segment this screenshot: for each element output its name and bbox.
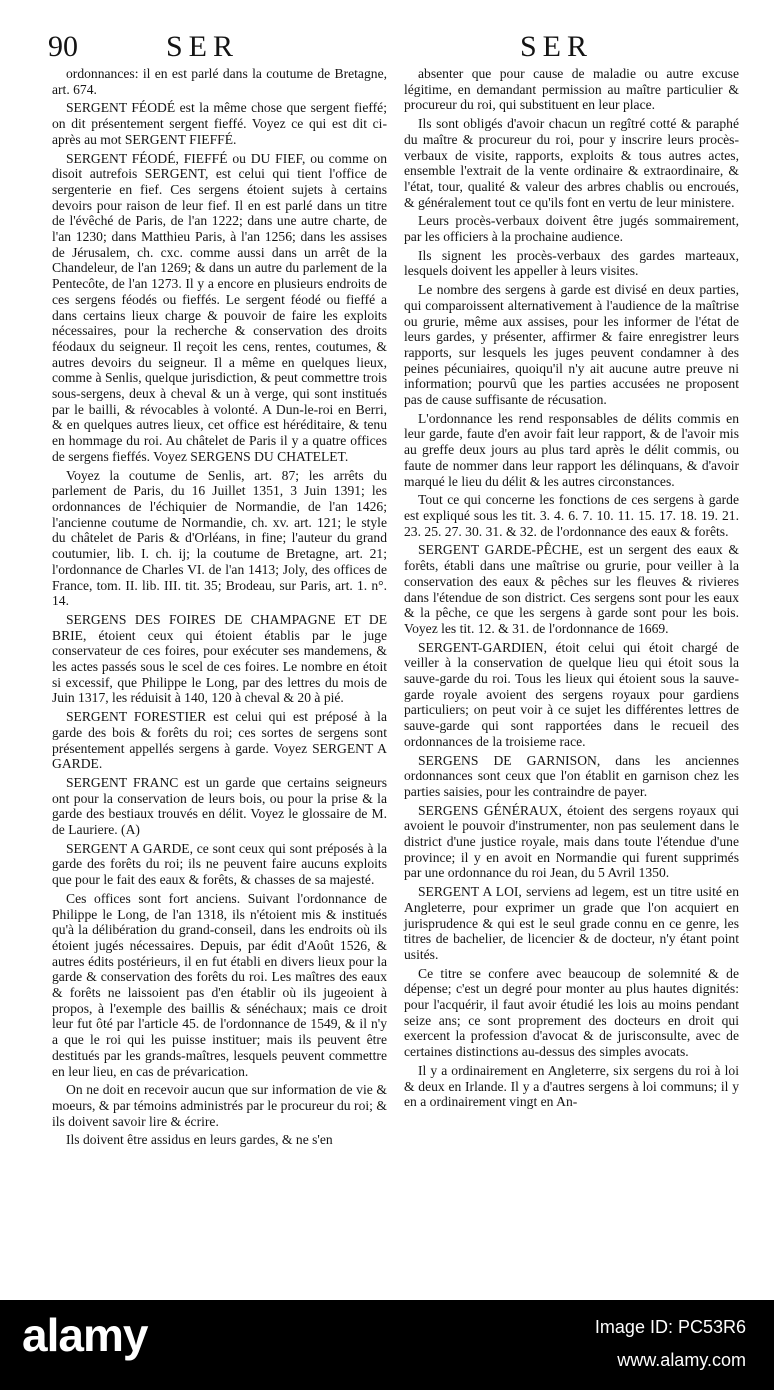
left-paragraph: Ils doivent être assidus en leurs gardes, & ne s'en (66, 1132, 333, 1148)
right-paragraph: Il y a ordinairement en Angleterre, six sergens du roi à loi & deux en Irlande. Il y a d'autres sergens à loi communs; il y en a ordinairement vingt en An- (404, 1062, 739, 1110)
left-paragraph: SERGENT FÉODÉ est la même chose que sergent fieffé; on dit présentement sergent fieffé. Voyez ce qui est dit ci-après au mot SERGENT FIEFFÉ. (52, 100, 387, 147)
left-paragraph: SERGENT FÉODÉ, FIEFFÉ ou DU FIEF, ou comme on disoit autrefois SERGENT, est celui qui tient l'office de sergenterie en fief. Ces sergens étoient sujets à certains devoirs pour raison de leur fief. Il en est parlé dans un titre de l'évêché de Paris, de l'an 1222; dans une autre charte, de l'an 1230; dans Matthieu Paris, à l'an 1256; dans les assises de Jérusalem, ch. cxc. comme aussi dans un arrêt de la Chandeleur, de l'an 1269; & dans un autre du parlement de la Pentecôte, de l'an 1273. Il y a encore en plusieurs endroits de ces sergens féodés ou fieffés. Le sergent féodé ou fieffé a dans certains lieux charge & pouvoir de faire les exploits nécessaires, pour la recherche & conservation des droits féodaux du seigneur. Il reçoit les cens, rentes, coutumes, & autres devoirs du seigneur. Il a même en quelques lieux, comme à Senlis, quelque jurisdiction, & peut commettre trois sous-sergens, deux à cheval & un à verge, qui sont institués par le bailli, & révocables à volonté. A Dun-le-roi en Berri, & en quelques autres lieux, cet office est héréditaire, & tenu en hommage du roi. Au châtelet de Paris il y a quatre offices de sergens fieffés. Voyez SERGENS DU CHATELET. (52, 150, 387, 464)
left-paragraph: SERGENT FRANC est un garde que certains seigneurs ont pour la conservation de leurs bois, ou pour la prise & la garde des bestiaux trouvés en délit. Voyez le glossaire de M. de Lauriere. (A) (52, 774, 387, 838)
left-paragraph: Voyez la coutume de Senlis, art. 87; les arrêts du parlement de Paris, du 16 Juillet 1351, 3 Juin 1391; les ordonnances de l'échiquier de Normandie, de l'an 1426; l'ancienne coutume de Normandie, ch. xv. art. 121; le style du châtelet de Paris & d'Orléans, in fine; l'auteur du grand coutumier, lib. I. ch. ij; la coutume de Bretagne, art. 21; l'ordonnance de Charles VI. de l'an 1413; Joly, des offices de France, tom. II. lib. III. tit. 35; Brodeau, sur Paris, art. 1. n°. 14. (52, 467, 387, 609)
right-paragraph: SERGENT GARDE-PÊCHE, est un sergent des eaux & forêts, établi dans une maîtrise ou grurie, pour veiller à la conservation des eaux & pêches sur les fleuves & rivieres dans l'étendue de son district. Ces sergens sont pour les eaux & la pêche, ce que les sergens à garde sont pour les bois. Voyez les tit. 12. & 31. de l'ordonnance de 1669. (404, 542, 739, 636)
right-paragraph: L'ordonnance les rend responsables de délits commis en leur garde, faute d'en avoir fait leur rapport, & de l'avoir mis au greffe deux jours au plus tard après le délit commis, ou faute de nommer dans leur rapport les délinquans, & d'avoir marqué le lieu du délit & les autres circonstances. (404, 410, 739, 489)
left-text-column (52, 66, 387, 1151)
right-paragraph: SERGENT-GARDIEN, étoit celui qui étoit chargé de veiller à la conservation de quelque lieu qui étoit sous la sauve-garde du roi. Tous les lieux qui étoient sous la sauve-garde royale avoient des sergens royaux pour gardiens particuliers; on peut voir à ce sujet les différentes lettres de sauve-garde qui sont rapportées dans le recueil des ordonnances de la troisieme race. (404, 639, 739, 749)
left-paragraph: Ces offices sont fort anciens. Suivant l'ordonnance de Philippe le Long, de l'an 1318, ils n'étoient mis & institués qu'à la délibération du grand-conseil, dans les endroits où ils étoient jugés nécessaires. Depuis, par édit d'Août 1526, & autres édits postérieurs, il en fut établi en divers lieux pour la garde & conservation des forêts du roi. Les maîtres des eaux & forêts ne laissoient pas d'en établir où ils jugeoient à propos, à l'exemple des baillis & sénéchaux; mais ce droit leur fut ôté par l'article 45. de l'ordonnance de 1549, & il n'y a que le roi qui les puisse instituer; mais ils peuvent être destitués par les grands-maîtres, lesquels peuvent commettre en leur lieu, en cas de prévarication. (52, 890, 387, 1079)
right-paragraph: SERGENS DE GARNISON, dans les anciennes ordonnances sont ceux que l'on établit en garnison chez les parties saisies, pour les contraindre de payer. (404, 752, 739, 799)
left-paragraph: SERGENS DES FOIRES DE CHAMPAGNE ET DE BRIE, étoient ceux qui étoient établis par le juge conservateur de ces foires, pour exécuter ses mandemens, & les actes passés sous le scel de ces foires. Le nombre en étoit si excessif, que Philippe le Long, par des lettres du mois de Juin 1317, les réduisit à 140, 120 à cheval & 20 à pié. (52, 611, 387, 706)
right-paragraph: Le nombre des sergens à garde est divisé en deux parties, qui comparoissent alternativement à l'audience de la maîtrise ou grurie, même aux assises, pour les informer de l'état de leurs gardes, y présenter, affirmer & faire enregistrer leurs rapports, sur lesquels les juges peuvent condamner à des peines pécuniaires, quoiqu'il n'y ait aucune autre preuve ni information; pourvû que les parties accusées ne proposent pas de cause suffisante de récusation. (404, 282, 739, 408)
right-text-column (404, 66, 739, 1113)
left-paragraph: On ne doit en recevoir aucun que sur information de vie & moeurs, & par témoins administrés par le procureur du roi; & ils doivent savoir lire & écrire. (52, 1082, 387, 1129)
site-url: www.alamy.com (617, 1350, 746, 1370)
left-paragraph: SERGENT A GARDE, ce sont ceux qui sont préposés à la garde des forêts du roi; ils ne peuvent faire aucuns exploits que pour le fait des eaux & forêts, & chasses de sa majesté. (52, 840, 387, 888)
right-paragraph: Ce titre se confere avec beaucoup de solemnité & de dépense; c'est un degré pour monter au plus hautes dignités: pour l'acquérir, il faut avoir étudié les lois au moins pendant seize ans; ce sont proprement des docteurs en droit qui exercent la profession d'avocat & de jurisconsulte, avec de certaines distinctions au-dessus des simples avocats. (404, 965, 739, 1060)
page-header (0, 28, 774, 68)
right-paragraph: Ils sont obligés d'avoir chacun un regîtré cotté & paraphé du maître & procureur du roi, pour y inscrire leurs procès-verbaux de visite, rapports, exploits & tous autres actes, ensemble l'extrait de la vente ordinaire & extraordinaire, & l'état, tour, qualité & valeur des arbres chablis ou encroués, & généralement tout ce qu'ils font en vertu de leur ministere. (404, 116, 739, 210)
page-number: 90 (48, 30, 78, 63)
right-paragraph: Leurs procès-verbaux doivent être jugés sommairement, par les officiers à la prochaine audience. (404, 213, 739, 245)
image-id-label: Image ID: PC53R6 (594, 1317, 746, 1337)
right-running-head: SER (520, 30, 594, 63)
brand-logo (22, 1308, 147, 1362)
left-paragraph: ordonnances: il en est parlé dans la coutume de Bretagne, art. 674. (52, 66, 387, 97)
brand-name: alamy (22, 1309, 148, 1361)
right-paragraph: Ils signent les procès-verbaux des gardes marteaux, lesquels doivent les appeller à leurs visites. (404, 247, 739, 279)
left-running-head: SER (166, 30, 240, 63)
right-paragraph: SERGENT A LOI, serviens ad legem, est un titre usité en Angleterre, pour exprimer un grade que l'on acquiert en jurisprudence & qui est le seul grade connu en ce genre, les titres de bachelier, de licencier & de docteur, n'y étant point usités. (404, 884, 739, 962)
right-paragraph: SERGENS GÉNÉRAUX, étoient des sergens royaux qui avoient le pouvoir d'instrumenter, non pas seulement dans le district d'une justice royale, mais dans toute l'étendue d'une province; il y en avoit en Normandie qui furent supprimés par une ordonnance du roi Jean, du 5 Avril 1350. (404, 802, 739, 881)
right-paragraph: absenter que pour cause de maladie ou autre excuse légitime, en demandant permission au maître particulier & procureur du roi, qui substituent en leur place. (404, 66, 739, 113)
right-paragraph: Tout ce qui concerne les fonctions de ces sergens à garde est expliqué sous les tit. 3. 4. 6. 7. 10. 11. 15. 17. 18. 19. 21. 23. 25. 27. 30. 31. & 32. de l'ordonnance des eaux & forêts. (404, 492, 739, 539)
watermark-bar (0, 1300, 774, 1390)
left-paragraph: SERGENT FORESTIER est celui qui est préposé à la garde des bois & forêts du roi; ces sortes de sergens sont présentement appellés sergens à garde. Voyez SERGENT A GARDE. (52, 709, 387, 772)
